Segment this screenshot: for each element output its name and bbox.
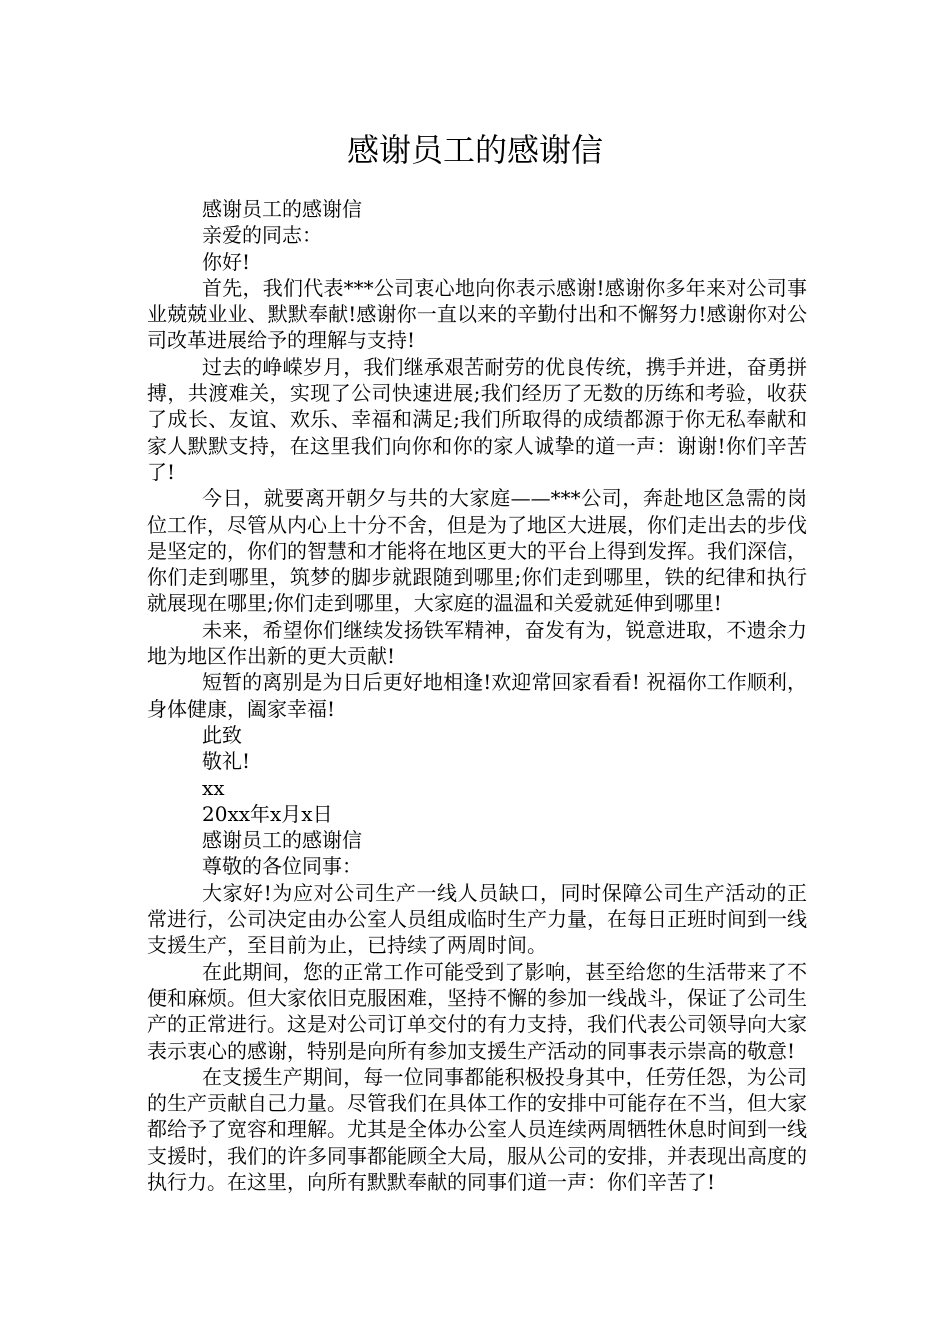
paragraph: 大家好!为应对公司生产一线人员缺口，同时保障公司生产活动的正常进行，公司决定由办公室人员组成临时生产力量，在每日正班时间到一线支援生产，至目前为止，已持续了两周时间。 <box>147 880 807 958</box>
paragraph: 在支援生产期间，每一位同事都能积极投身其中，任劳任怨，为公司的生产贡献自己力量。尽管我们在具体工作的安排中可能存在不当，但大家都给予了宽容和理解。尤其是全体办公室人员连续两周牺牲休息时间到一线支援时，我们的许多同事都能顾全大局，服从公司的安排，并表现出高度的执行力。在这里，向所有默默奉献的同事们道一声：你们辛苦了! <box>147 1064 807 1194</box>
document-title: 感谢员工的感谢信 <box>346 131 603 169</box>
paragraph: 过去的峥嵘岁月，我们继承艰苦耐劳的优良传统，携手并进，奋勇拼搏，共渡难关，实现了公司快速进展;我们经历了无数的历练和考验，收获了成长、友谊、欢乐、幸福和满足;我们所取得的成绩都源于你无私奉献和家人默默支持，在这里我们向你和你的家人诚挚的道一声：谢谢!你们辛苦了! <box>147 354 807 484</box>
paragraph: 未来，希望你们继续发扬铁军精神，奋发有为，锐意进取，不遗余力地为地区作出新的更大贡献! <box>147 617 807 669</box>
paragraph: 今日，就要离开朝夕与共的大家庭——***公司，奔赴地区急需的岗位工作，尽管从内心上十分不舍，但是为了地区大进展，你们走出去的步伐是坚定的，你们的智慧和才能将在地区更大的平台上得到发挥。我们深信，你们走到哪里，筑梦的脚步就跟随到哪里;你们走到哪里，铁的纪律和执行就展现在哪里;你们走到哪里，大家庭的温温和关爱就延伸到哪里! <box>147 486 807 616</box>
closing-line: 此致 <box>202 722 242 747</box>
paragraph: 短暂的离别是为日后更好地相逢!欢迎常回家看看! 祝福你工作顺利，身体健康，阖家幸福! <box>147 670 807 721</box>
section-heading: 感谢员工的感谢信 <box>202 828 362 853</box>
date-line: 20xx年x月x日 <box>202 801 333 826</box>
closing-line: 敬礼! <box>202 749 251 774</box>
document-body <box>147 196 807 1195</box>
salutation: 尊敬的各位同事： <box>202 854 362 879</box>
paragraph: 首先，我们代表***公司衷心地向你表示感谢!感谢你多年来对公司事业兢兢业业、默默奉献!感谢你一直以来的辛勤付出和不懈努力!感谢你对公司改革进展给予的理解与支持! <box>147 275 807 353</box>
greeting: 你好! <box>202 249 251 274</box>
salutation: 亲爱的同志： <box>202 223 322 248</box>
paragraph: 在此期间，您的正常工作可能受到了影响，甚至给您的生活带来了不便和麻烦。但大家依旧克服困难，坚持不懈的参加一线战斗，保证了公司生产的正常进行。这是对公司订单交付的有力支持，我们代表公司领导向大家表示衷心的感谢，特别是向所有参加支援生产活动的同事表示崇高的敬意! <box>147 959 807 1063</box>
signature: xx <box>202 775 225 800</box>
paragraph: 感谢员工的感谢信 <box>202 197 362 221</box>
